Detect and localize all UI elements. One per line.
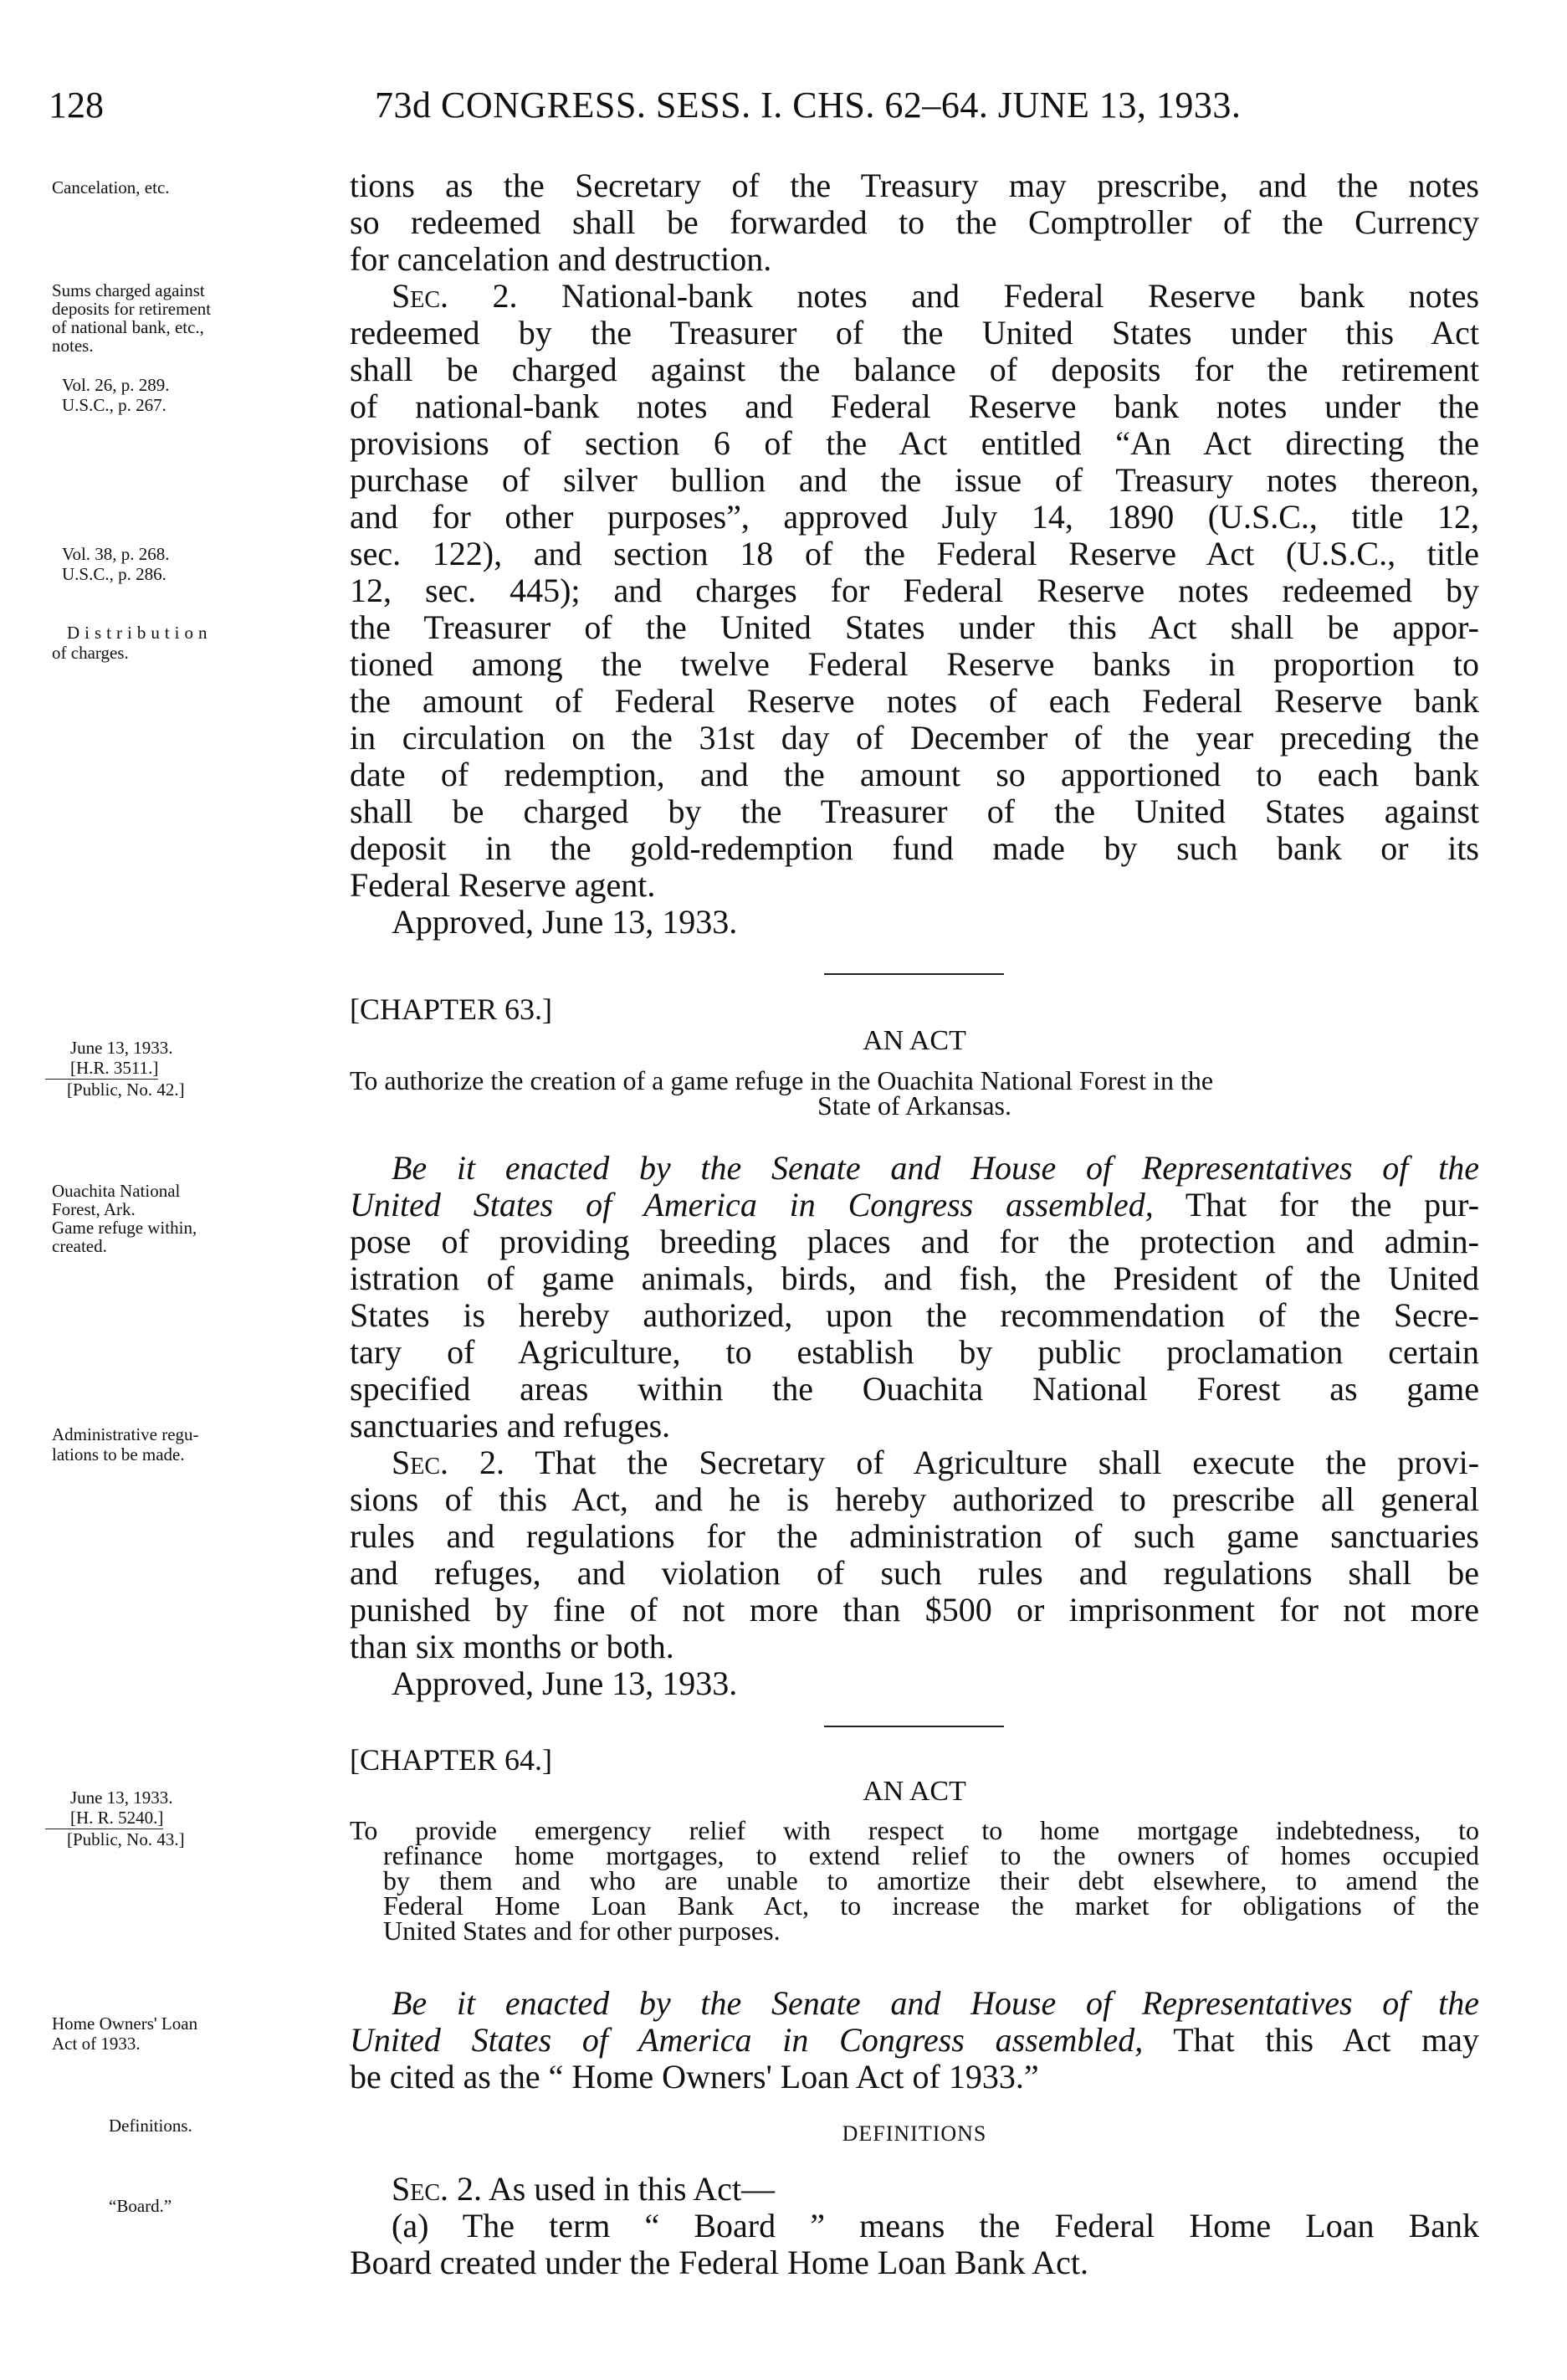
- chapter62-section-2-first-line: Sec. 2. National-bank notes and Federal Reserve bank notes: [392, 277, 1480, 315]
- definitions-heading: DEFINITIONS: [842, 2121, 987, 2146]
- margin-note-cancelation: Cancelation, etc.: [52, 177, 170, 197]
- chapter64-ids: June 13, 1933. [H. R. 5240.] [Public, No. 43.]: [70, 1788, 346, 1849]
- running-head: 73d CONGRESS. SESS. I. CHS. 62–64. JUNE 13, 1933.: [375, 85, 1242, 126]
- margin-note-citation-1: Vol. 26, p. 289. U.S.C., p. 267.: [62, 375, 170, 415]
- margin-note-citation-2: Vol. 38, p. 268. U.S.C., p. 286.: [62, 544, 170, 584]
- chapter63-section-2-first-line: Sec. 2. That the Secretary of Agriculture shall execute the provi-: [392, 1444, 1480, 1481]
- chapter63-label: [CHAPTER 63.]: [350, 993, 552, 1026]
- chapter64-purpose: To provide emergency relief with respect to home mortgage indebtedness, to refinance home mortgages, to extend relief to the owners of homes occupied by them and who are unable to amortize their debt elsewhere, to amend the Federal Home Loan Bank Act, to increase the market for obligations of the United States and for other purposes.: [350, 1815, 1479, 1946]
- chapter63-ids: June 13, 1933. [H.R. 3511.] [Public, No. 42.]: [70, 1038, 346, 1100]
- margin-note-distribution: Distribution of charges.: [52, 623, 213, 663]
- margin-note-ouachita: Ouachita National Forest, Ark. Game refuge within, created.: [52, 1181, 197, 1256]
- chapter63-approved: Approved, June 13, 1933.: [392, 1664, 738, 1702]
- margin-note-sums-charged: Sums charged against deposits for retirement of national bank, etc., notes.: [52, 280, 212, 356]
- chapter64-definitions-body: Sec. 2. As used in this Act— (a) The term “ Board ” means the Federal Home Loan Bank Board created under the Federal Home Loan Bank Act.: [350, 2170, 1479, 2281]
- chapter63-body: Be it enacted by the Senate and House of Representatives of the United States of America in Congress assembled, That for the pur- pose of providing breeding places and for the protection and admin- istration of game animals, birds, and fish, the President of the United States is hereby authorized, upon the recommendation of the Secre- tary of Agriculture, to establish by public proclamation certain specified areas within the Ouachita National Forest as game sanctuaries and refuges. Sec. 2. That the Secretary of Agriculture shall execute the provi- sions of this Act, and he is hereby authorized to prescribe all general rules and regulations for the administration of such game sanctuaries and refuges, and violation of such rules and regulations shall be punished by fine of not more than $500 or imprisonment for not more than six months or both. Approved, June 13, 1933.: [350, 1149, 1480, 1702]
- page-number: 128: [49, 85, 104, 126]
- chapter64-label: [CHAPTER 64.]: [350, 1743, 552, 1777]
- section-rule: [824, 1726, 1004, 1727]
- chapter64-body: Be it enacted by the Senate and House of Representatives of the United States of America in Congress assembled, That this Act may be cited as the “ Home Owners' Loan Act of 1933.”: [350, 1984, 1480, 2095]
- chapter64-act-heading: AN ACT: [863, 1776, 966, 1807]
- margin-note-definitions: Definitions.: [109, 2116, 192, 2136]
- margin-note-administrative: Administrative regu- lations to be made.: [52, 1424, 199, 1464]
- chapter63-act-heading: AN ACT: [863, 1025, 966, 1056]
- chapter63-purpose: To authorize the creation of a game refuge in the Ouachita National Forest in the State of Arkansas.: [350, 1065, 1214, 1121]
- margin-note-home-owners: Home Owners' Loan Act of 1933.: [52, 2013, 198, 2054]
- page-header: [49, 84, 1471, 134]
- chapter62-body: tions as the Secretary of the Treasury may prescribe, and the notes so redeemed shall be forwarded to the Comptroller of the Currency for cancelation and destruction. Sec. 2. National-bank notes and Federal Reserve bank notes redeemed by the Treasurer of the United States under this Act shall be charged against the balance of deposits for the retirement of national-bank notes and Federal Reserve bank notes under the provisions of section 6 of the Act entitled “An Act directing the purchase of silver bullion and the issue of Treasury notes thereon, and for other purposes”, approved July 14, 1890 (U.S.C., title 12, sec. 122), and section 18 of the Federal Reserve Act (U.S.C., title 12, sec. 445); and charges for Federal Reserve notes redeemed by the Treasurer of the United States under this Act shall be appor- tioned among the twelve Federal Reserve banks in proportion to the amount of Federal Reserve notes of each Federal Reserve bank in circulation on the 31st day of December of the year preceding the date of redemption, and the amount so apportioned to each bank shall be charged by the Treasurer of the United States against deposit in the gold-redemption fund made by such bank or its Federal Reserve agent. Approved, June 13, 1933.: [350, 167, 1480, 941]
- margin-note-board: “Board.”: [109, 2196, 172, 2216]
- chapter63-enacting-clause: United States of America in Congress assembled, That for the pur-: [350, 1186, 1480, 1223]
- chapter64-enacting-clause: United States of America in Congress assembled, That this Act may: [350, 2021, 1480, 2059]
- chapter62-approved: Approved, June 13, 1933.: [392, 903, 738, 941]
- chapter64-section-2: Sec. 2. As used in this Act—: [392, 2170, 776, 2208]
- section-rule: [824, 973, 1004, 975]
